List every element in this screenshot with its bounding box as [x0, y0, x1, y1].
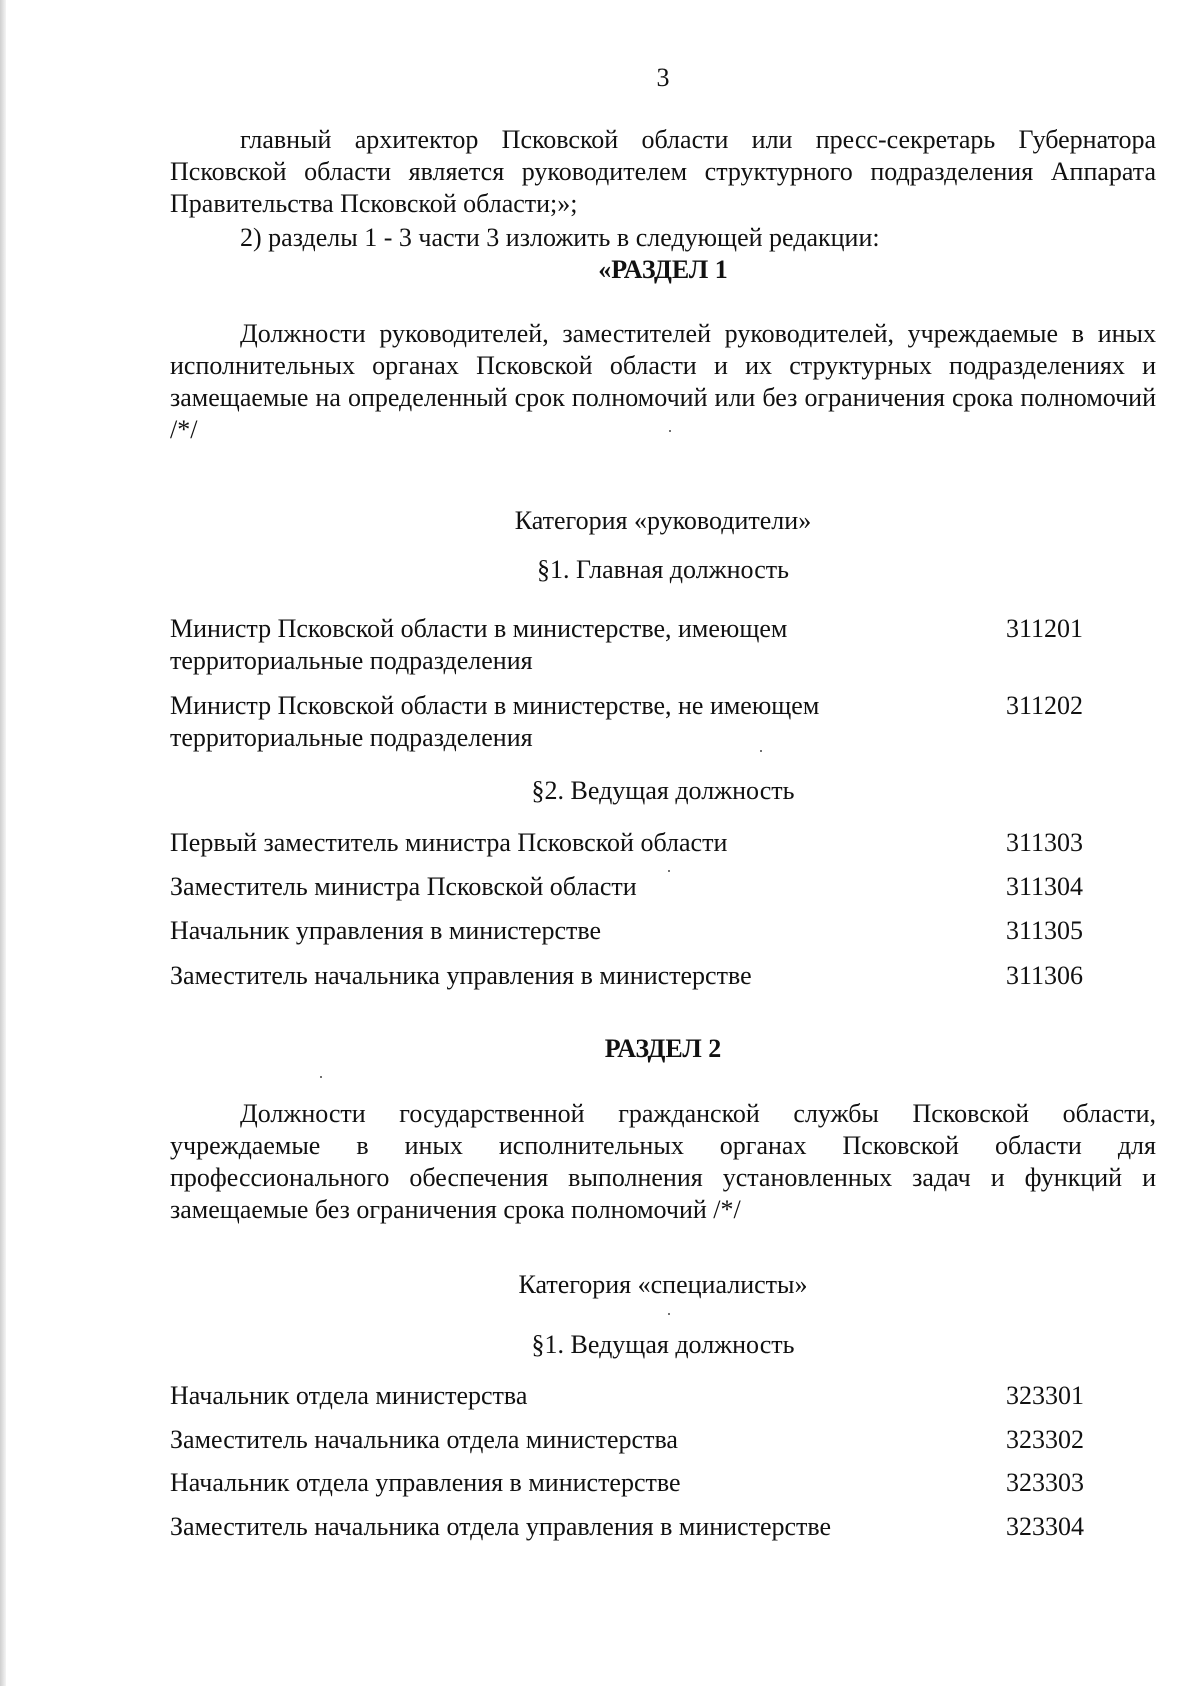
intro-paragraph: главный архитектор Псковской области или пресс-секретарь Губернатора Псковской области является руководителем структурного подразделения Аппарата Правительства Псковской области;»; [170, 125, 1156, 218]
scan-edge [0, 0, 6, 1686]
section-1-paragraph-2-title: §2. Ведущая должность [531, 776, 795, 805]
table-row [170, 1424, 1090, 1456]
position-code: 311304 [1006, 872, 1084, 901]
table-row [170, 827, 1090, 859]
position-name: Начальник управления в министерстве [170, 916, 602, 945]
table-row [170, 871, 1090, 903]
table-row [170, 690, 1090, 754]
position-code: 311305 [1006, 916, 1084, 945]
page-number: 3 [656, 63, 670, 92]
section-2-category: Категория «специалисты» [518, 1270, 808, 1299]
position-name: Заместитель министра Псковской области [170, 872, 637, 901]
section-1-category: Категория «руководители» [514, 506, 812, 535]
scan-speck [669, 430, 671, 432]
table-row [170, 613, 1090, 677]
position-code: 323304 [1006, 1512, 1084, 1541]
position-code: 323302 [1006, 1425, 1084, 1454]
section-2-paragraph-1-title: §1. Ведущая должность [531, 1330, 795, 1359]
position-code: 311201 [1006, 614, 1084, 643]
table-row [170, 960, 1090, 992]
scan-speck [760, 750, 762, 752]
position-code: 311303 [1006, 828, 1084, 857]
position-name: Первый заместитель министра Псковской области [170, 828, 728, 857]
position-name: Заместитель начальника отдела управления в министерстве [170, 1512, 832, 1541]
section-1-heading: «РАЗДЕЛ 1 [598, 255, 728, 284]
table-row [170, 1467, 1090, 1499]
intro-amendment: 2) разделы 1 - 3 части 3 изложить в следующей редакции: [240, 223, 880, 252]
position-name-cont: территориальные подразделения [170, 646, 533, 675]
position-name: Министр Псковской области в министерстве, не имеющем [170, 691, 820, 720]
position-code: 323301 [1006, 1381, 1084, 1410]
position-code: 311202 [1006, 691, 1084, 720]
position-name: Заместитель начальника отдела министерства [170, 1425, 678, 1454]
position-name: Министр Псковской области в министерстве, имеющем [170, 614, 788, 643]
section-1-description: Должности руководителей, заместителей руководителей, учреждаемые в иных исполнительных органах Псковской области и их структурных подразделениях и замещаемые на определенный срок полномочий или без ограничения срока полномочий /*/ [170, 319, 1156, 444]
scan-speck [668, 1313, 670, 1315]
position-code: 311306 [1006, 961, 1084, 990]
section-1-paragraph-1-title: §1. Главная должность [537, 555, 789, 584]
scan-speck [320, 1076, 322, 1078]
section-2-heading: РАЗДЕЛ 2 [604, 1034, 722, 1063]
section-2-description: Должности государственной гражданской службы Псковской области, учреждаемые в иных исполнительных органах Псковской области для профессионального обеспечения выполнения установленных задач и функций и замещаемые без ограничения срока полномочий /*/ [170, 1099, 1156, 1224]
position-name: Начальник отдела управления в министерстве [170, 1468, 681, 1497]
position-name: Начальник отдела министерства [170, 1381, 528, 1410]
position-name-cont: территориальные подразделения [170, 723, 533, 752]
table-row [170, 1380, 1090, 1412]
table-row [170, 1511, 1090, 1543]
scan-speck [668, 870, 670, 872]
position-name: Заместитель начальника управления в министерстве [170, 961, 752, 990]
position-code: 323303 [1006, 1468, 1084, 1497]
table-row [170, 915, 1090, 947]
